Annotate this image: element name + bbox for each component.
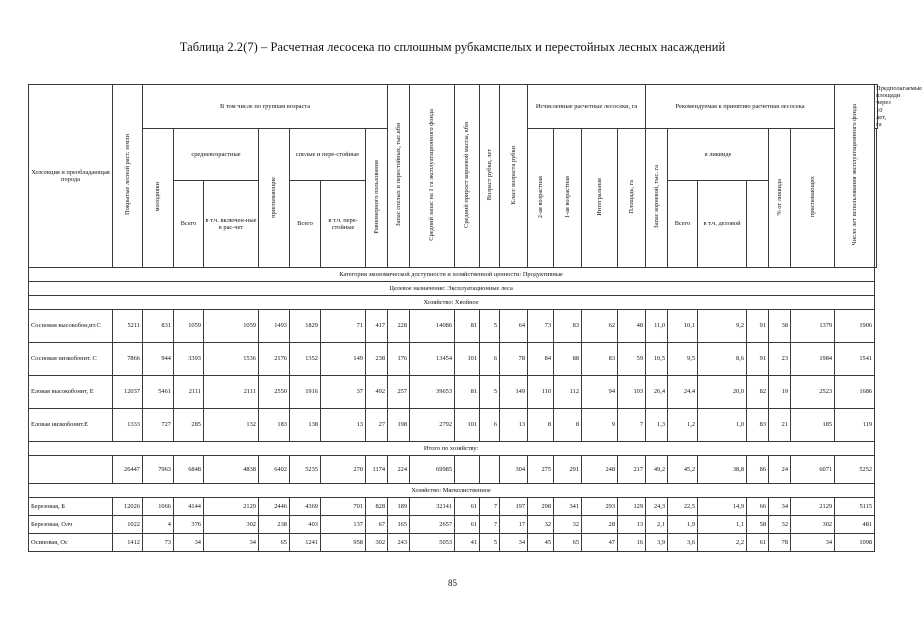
table-cell: 12026	[113, 498, 143, 516]
table-cell: 243	[388, 534, 410, 552]
table-title: Таблица 2.2(7) – Расчетная лесосека по сплошным рубкамспелых и перестойных лесных насаждений	[179, 40, 726, 54]
table-cell: 2550	[259, 376, 290, 409]
table-cell: 34	[769, 498, 791, 516]
table-cell: 185	[791, 409, 835, 442]
table-cell: 1379	[791, 310, 835, 343]
table-cell: 34	[174, 534, 204, 552]
header-area: Площадь, га	[627, 180, 635, 214]
table-cell: 238	[366, 343, 388, 376]
table-cell: 32141	[410, 498, 455, 516]
category-label-row	[29, 268, 878, 282]
table-cell: 2176	[259, 343, 290, 376]
table-cell: 82	[747, 376, 769, 409]
table-cell: 1174	[366, 456, 388, 484]
header-avg-growth: Средний прирост корневой массы, кбм	[463, 121, 471, 228]
table-cell: 481	[835, 516, 875, 534]
table-cell: 27	[366, 409, 388, 442]
header-forest-area: Покрытые лесной раст. земли	[123, 134, 131, 216]
table-cell: 34	[791, 534, 835, 552]
table-cell: 8	[554, 409, 582, 442]
header-total-1: Всего	[174, 181, 204, 268]
table-cell: 61	[455, 498, 480, 516]
table-cell: 2792	[410, 409, 455, 442]
table-cell: 701	[321, 498, 366, 516]
table-cell: 1916	[290, 376, 321, 409]
table-cell: 5211	[113, 310, 143, 343]
table-cell: 1,0	[698, 409, 747, 442]
table-cell: 1022	[113, 516, 143, 534]
table-cell: 1059	[204, 310, 259, 343]
table-cell: 119	[835, 409, 875, 442]
header-age-groups: В том числе по группам возраста	[143, 85, 388, 129]
table-cell: 66	[747, 498, 769, 516]
page-number: 85	[448, 578, 457, 588]
table-cell: 293	[582, 498, 618, 516]
table-cell: 238	[259, 516, 290, 534]
table-cell: 137	[321, 516, 366, 534]
row-label: Сосновая низкобонит. С	[29, 343, 113, 376]
header-middle-aged: средневозрастные	[174, 129, 259, 181]
table-cell: 3393	[174, 343, 204, 376]
header-first-age: 1-ая возрастная	[563, 175, 571, 219]
table-cell: 41	[455, 534, 480, 552]
table-row	[29, 498, 878, 516]
table-cell: 17	[500, 516, 528, 534]
purpose-label: Целевое назначение: Эксплуатационные леса	[29, 282, 875, 296]
table-cell: 69985	[410, 456, 455, 484]
table-cell: 24,4	[668, 376, 698, 409]
table-cell: 302	[791, 516, 835, 534]
row-label: Осиновая, Ос	[29, 534, 113, 552]
table-cell: 2111	[204, 376, 259, 409]
table-cell	[480, 456, 500, 484]
table-cell: 16	[618, 534, 646, 552]
table-cell: 84	[528, 343, 554, 376]
table-cell: 62	[582, 310, 618, 343]
table-cell: 81	[455, 376, 480, 409]
table-cell: 132	[204, 409, 259, 442]
table-cell: 3,6	[668, 534, 698, 552]
table-cell: 1333	[113, 409, 143, 442]
table-cell: 103	[618, 376, 646, 409]
table-cell: 83	[554, 310, 582, 343]
table-cell: 1059	[174, 310, 204, 343]
table-cell: 727	[143, 409, 174, 442]
table-cell: 9	[582, 409, 618, 442]
table-cell: 5115	[835, 498, 875, 516]
header-calc-cutting: Исчисленные расчетные лесосеки, га	[528, 85, 646, 129]
table-cell: 1541	[835, 343, 875, 376]
header-premature-2: приспевающих	[808, 176, 816, 218]
table-cell: 176	[388, 343, 410, 376]
table-cell: 1,1	[698, 516, 747, 534]
table-cell: 5461	[143, 376, 174, 409]
table-cell: 149	[500, 376, 528, 409]
table-cell: 285	[174, 409, 204, 442]
table-cell: 6848	[174, 456, 204, 484]
table-cell: 257	[388, 376, 410, 409]
table-cell: 5	[480, 534, 500, 552]
row-label	[29, 456, 113, 484]
table-cell: 7	[480, 516, 500, 534]
table-row	[29, 534, 878, 552]
table-cell: 1984	[791, 343, 835, 376]
header-stock-root: Запас корневой, тыс. га	[652, 165, 660, 229]
table-cell: 32	[528, 516, 554, 534]
table-cell: 9,5	[668, 343, 698, 376]
table-cell: 1,2	[668, 409, 698, 442]
table-cell: 1066	[143, 498, 174, 516]
table-cell: 341	[554, 498, 582, 516]
table-cell: 91	[747, 343, 769, 376]
table-cell: 1906	[835, 310, 875, 343]
table-cell: 64	[500, 310, 528, 343]
table-cell: 5252	[835, 456, 875, 484]
table-cell: 13	[321, 409, 366, 442]
header-years-use: Число лет использования эксплуатационного фонда	[851, 104, 859, 246]
table-cell: 217	[618, 456, 646, 484]
table-cell: 5053	[410, 534, 455, 552]
row-label: Березовая, Олч	[29, 516, 113, 534]
header-total-2: Всего	[290, 181, 321, 268]
purpose-label-row	[29, 282, 878, 296]
table-cell: 4	[143, 516, 174, 534]
total-label-row	[29, 442, 878, 456]
table-cell: 417	[366, 310, 388, 343]
table-cell: 1829	[290, 310, 321, 343]
table-cell: 45,2	[668, 456, 698, 484]
table-cell: 2129	[791, 498, 835, 516]
table-cell: 12037	[113, 376, 143, 409]
table-cell: 6	[480, 343, 500, 376]
header-second-age: 2-ая возрастная	[536, 175, 544, 219]
table-cell: 45	[528, 534, 554, 552]
table-row	[29, 376, 878, 409]
table-cell: 9,2	[698, 310, 747, 343]
table-cell: 2657	[410, 516, 455, 534]
header-premature: приспевающие	[270, 176, 278, 218]
table-cell: 28	[582, 516, 618, 534]
table-cell: 2446	[259, 498, 290, 516]
table-cell: 37	[321, 376, 366, 409]
section-label-row	[29, 296, 878, 310]
total-label: Итого по хозяйству:	[29, 442, 875, 456]
table-cell: 65	[554, 534, 582, 552]
table-header	[29, 85, 922, 268]
table-cell: 59	[618, 343, 646, 376]
table-cell: 14,9	[698, 498, 747, 516]
table-cell: 6402	[259, 456, 290, 484]
table-cell: 32	[769, 516, 791, 534]
table-cell: 21	[769, 409, 791, 442]
table-cell: 165	[388, 516, 410, 534]
table-cell: 13	[500, 409, 528, 442]
header-incl-overmature: в т.ч. пере-стойные	[321, 181, 366, 268]
table-cell: 8,6	[698, 343, 747, 376]
table-cell: 61	[747, 534, 769, 552]
table-cell: 39653	[410, 376, 455, 409]
header-young: молодняки	[154, 182, 162, 212]
table-cell: 7866	[113, 343, 143, 376]
table-cell: 49,2	[646, 456, 668, 484]
table-cell: 198	[388, 409, 410, 442]
table-cell: 224	[388, 456, 410, 484]
table-cell: 302	[366, 534, 388, 552]
table-cell: 197	[500, 498, 528, 516]
table-cell: 275	[528, 456, 554, 484]
table-cell: 101	[455, 343, 480, 376]
table-cell: 101	[455, 409, 480, 442]
table-cell: 58	[747, 516, 769, 534]
table-cell: 2523	[791, 376, 835, 409]
table-cell: 1,9	[668, 516, 698, 534]
table-cell: 78	[500, 343, 528, 376]
header-hoz-section: Хозсекция и преобладающая порода	[29, 85, 113, 268]
table-cell: 1241	[290, 534, 321, 552]
table-cell: 248	[582, 456, 618, 484]
table-cell: 5235	[290, 456, 321, 484]
table-cell: 26,4	[646, 376, 668, 409]
table-cell: 2129	[204, 498, 259, 516]
table-cell: 78	[769, 534, 791, 552]
table-cell: 8	[528, 409, 554, 442]
table-cell: 7963	[143, 456, 174, 484]
table-cell: 32	[554, 516, 582, 534]
table-cell: 304	[500, 456, 528, 484]
table-cell: 86	[747, 456, 769, 484]
table-cell: 291	[554, 456, 582, 484]
table-cell: 81	[455, 310, 480, 343]
header-integral: Интегральная	[595, 178, 603, 216]
header-liquid: в ликвиде	[668, 129, 769, 181]
table-cell: 270	[321, 456, 366, 484]
table-cell: 83	[747, 409, 769, 442]
cutting-area-table	[28, 84, 922, 552]
table-cell: 4838	[204, 456, 259, 484]
table-cell: 14086	[410, 310, 455, 343]
table-cell: 65	[259, 534, 290, 552]
total-row	[29, 456, 878, 484]
table-cell: 7	[618, 409, 646, 442]
table-cell: 492	[366, 376, 388, 409]
table-cell: 228	[388, 310, 410, 343]
header-avg-stock: Средний запас на 1 га эксплуатационного фонда	[428, 109, 436, 241]
table-cell: 2,1	[646, 516, 668, 534]
table-cell: 112	[554, 376, 582, 409]
table-body	[29, 268, 878, 552]
table-cell: 94	[582, 376, 618, 409]
header-incl-business: в т.ч. деловой	[698, 181, 747, 268]
table-cell: 831	[143, 310, 174, 343]
header-expected-area: Предполагаемые площади через 10 лет, га	[876, 85, 922, 128]
table-cell: 88	[554, 343, 582, 376]
table-cell: 6	[480, 409, 500, 442]
table-cell: 183	[259, 409, 290, 442]
table-cell: 10,5	[646, 343, 668, 376]
table-cell: 2111	[174, 376, 204, 409]
table-cell: 189	[388, 498, 410, 516]
section-label: Хозяйство: Хвойное	[29, 296, 875, 310]
table-cell: 11,0	[646, 310, 668, 343]
table-cell: 1536	[204, 343, 259, 376]
table-cell: 1412	[113, 534, 143, 552]
table-cell: 67	[366, 516, 388, 534]
table-cell: 1493	[259, 310, 290, 343]
table-cell: 944	[143, 343, 174, 376]
header-recommended: Рекомендуемая к принятию расчетная лесосека	[646, 85, 835, 129]
header-uniform-use: Равномерного пользования	[372, 160, 380, 234]
table-cell	[455, 456, 480, 484]
table-cell: 7	[480, 498, 500, 516]
table-cell: 13	[618, 516, 646, 534]
header-stock-mature: Запас спелых и перестойных, тыс.кбм	[394, 123, 402, 227]
table-cell: 61	[455, 516, 480, 534]
table-cell: 958	[321, 534, 366, 552]
table-cell: 403	[290, 516, 321, 534]
table-row	[29, 409, 878, 442]
table-cell: 38,8	[698, 456, 747, 484]
table-cell: 1686	[835, 376, 875, 409]
table-cell: 5	[480, 376, 500, 409]
table-cell: 34	[500, 534, 528, 552]
table-cell: 302	[204, 516, 259, 534]
header-cutting-age: Возраст рубки, лет	[485, 149, 493, 201]
table-cell: 22,5	[668, 498, 698, 516]
table-cell: 24	[769, 456, 791, 484]
table-cell: 24,3	[646, 498, 668, 516]
table-cell: 4369	[290, 498, 321, 516]
table-cell: 3,9	[646, 534, 668, 552]
table-cell: 47	[582, 534, 618, 552]
table-cell: 1098	[835, 534, 875, 552]
header-pct-liquid: % от ликвида	[775, 178, 783, 216]
row-label: Еловая низкобонит.Е	[29, 409, 113, 442]
section-label: Хозяйство: Мягколиственное	[29, 484, 875, 498]
table-cell: 2,2	[698, 534, 747, 552]
table-cell: 110	[528, 376, 554, 409]
header-incl-included: в т.ч. включен-ные в рас-чет	[204, 181, 259, 268]
table-cell: 828	[366, 498, 388, 516]
table-cell: 71	[321, 310, 366, 343]
table-cell: 38	[769, 310, 791, 343]
table-cell: 19	[769, 376, 791, 409]
row-label: Еловая высокобонит, Е	[29, 376, 113, 409]
table-row	[29, 343, 878, 376]
table-cell: 10,1	[668, 310, 698, 343]
table-cell: 34	[204, 534, 259, 552]
table-cell: 149	[321, 343, 366, 376]
table-cell: 5	[480, 310, 500, 343]
table-cell: 6071	[791, 456, 835, 484]
table-cell: 1,3	[646, 409, 668, 442]
table-cell: 13454	[410, 343, 455, 376]
table-cell: 20,0	[698, 376, 747, 409]
table-row	[29, 516, 878, 534]
table-cell: 26447	[113, 456, 143, 484]
table-cell: 23	[769, 343, 791, 376]
table-cell: 138	[290, 409, 321, 442]
row-label: Сосновая высокобон,ит.С	[29, 310, 113, 343]
table-cell: 48	[618, 310, 646, 343]
section-label-row	[29, 484, 878, 498]
table-cell: 91	[747, 310, 769, 343]
category-label: Категория экономической доступности и хозяйственной ценности: Продуктивные	[29, 268, 875, 282]
table-cell: 1352	[290, 343, 321, 376]
header-total-3: Всего	[668, 181, 698, 268]
table-cell: 376	[174, 516, 204, 534]
table-cell: 298	[528, 498, 554, 516]
table-cell: 129	[618, 498, 646, 516]
table-cell: 83	[582, 343, 618, 376]
table-cell: 73	[143, 534, 174, 552]
table-row	[29, 310, 878, 343]
table-cell: 4144	[174, 498, 204, 516]
table-cell: 73	[528, 310, 554, 343]
header-mature: спелые и пере-стойные	[290, 129, 366, 181]
header-age-class: Класс возраста рубки	[509, 145, 517, 205]
row-label: Березовая, Б	[29, 498, 113, 516]
